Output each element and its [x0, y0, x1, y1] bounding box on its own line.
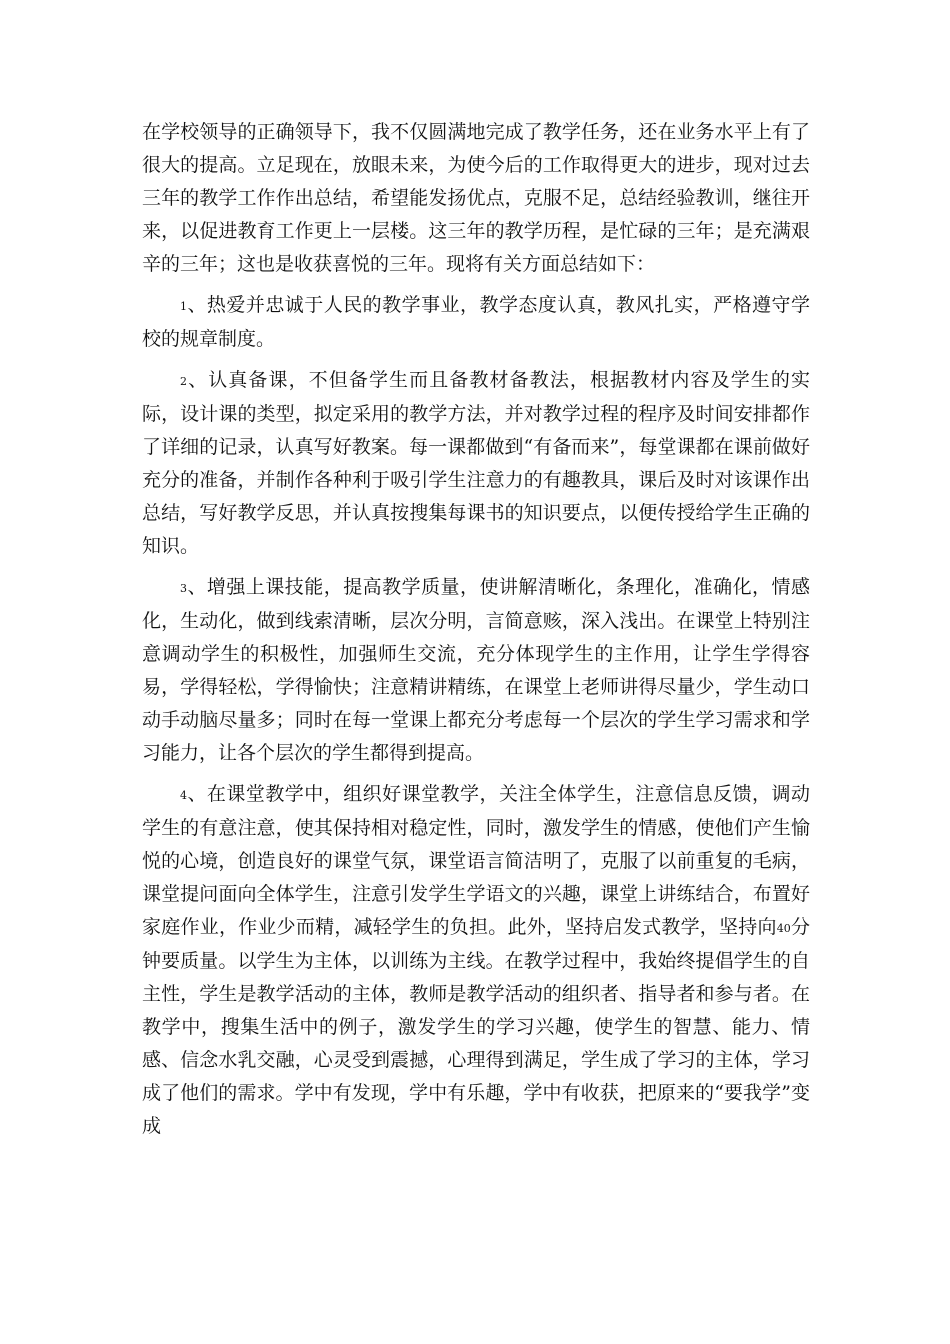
list-item-text: 、增强上课技能，提高教学质量，使讲解清晰化，条理化，准确化，情感化，生动化，做到线索清晰，层次分明，言简意赅，深入浅出。在课堂上特别注意调动学生的积极性，加强师生交流，充分体现学生的主作用，让学生学得容易，学得轻松，学得愉快；注意精讲精练，在课堂上老师讲得尽量少，学生动口动手动脑尽量多；同时在每一堂课上都充分考虑每一个层次的学生学习需求和学习能力，让各个层次的学生都得到提高。	[142, 576, 810, 764]
intro-paragraph	[142, 116, 810, 281]
list-item-3	[142, 571, 810, 770]
list-item-text: 、认真备课，不但备学生而且备教材备教法，根据教材内容及学生的实际，设计课的类型，拟定采用的教学方法，并对教学过程的程序及时间安排都作了详细的记录，认真写好教案。每一课都做到“有备而来”，每堂课都在课前做好充分的准备，并制作各种利于吸引学生注意力的有趣教具，课后及时对该课作出总结，写好教学反思，并认真按搜集每课书的知识要点，以便传授给学生正确的知识。	[142, 369, 810, 557]
list-item-number: 1	[180, 300, 187, 313]
inline-number: 40	[776, 922, 791, 935]
list-item-number: 2	[180, 375, 187, 388]
document-body	[142, 116, 810, 1151]
list-item-number: 3	[180, 582, 187, 595]
list-item-text: 、在课堂教学中，组织好课堂教学，关注全体学生，注意信息反馈，调动学生的有意注意，使其保持相对稳定性，同时，激发学生的情感，使他们产生愉悦的心境，创造良好的课堂气氛，课堂语言简洁明了，克服了以前重复的毛病，课堂提问面向全体学生，注意引发学生学语文的兴趣，课堂上讲练结合，布置好家庭作业，作业少而精，减轻学生的负担。此外，坚持启发式教学，坚持向	[142, 783, 810, 938]
list-item-2	[142, 364, 810, 563]
list-item-number: 4	[180, 789, 187, 802]
list-item-text: 、热爱并忠诚于人民的教学事业，教学态度认真，教风扎实，严格遵守学校的规章制度。	[142, 294, 810, 350]
list-item-1	[142, 289, 810, 356]
list-item-4	[142, 778, 810, 1143]
intro-paragraph-text: 在学校领导的正确领导下，我不仅圆满地完成了教学任务，还在业务水平上有了很大的提高。立足现在，放眼未来，为使今后的工作取得更大的进步，现对过去三年的教学工作作出总结，希望能发扬优点，克服不足，总结经验教训，继往开来，以促进教育工作更上一层楼。这三年的教学历程，是忙碌的三年；是充满艰辛的三年；这也是收获喜悦的三年。现将有关方面总结如下：	[142, 121, 810, 275]
list-item-text-continued: 分钟要质量。以学生为主体，以训练为主线。在教学过程中，我始终提倡学生的自主性，学生是教学活动的主体，教师是教学活动的组织者、指导者和参与者。在教学中，搜集生活中的例子，激发学生的学习兴趣，使学生的智慧、能力、情感、信念水乳交融，心灵受到震撼，心理得到满足，学生成了学习的主体，学习成了他们的需求。学中有发现，学中有乐趣，学中有收获，把原来的“要我学”变成	[142, 916, 810, 1137]
